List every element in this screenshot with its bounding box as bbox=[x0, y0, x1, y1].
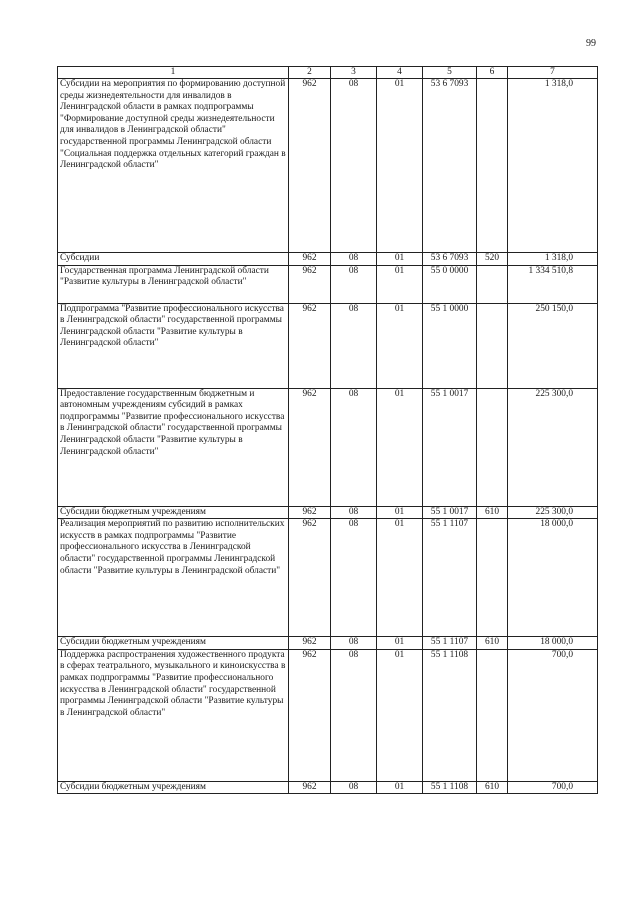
table-row bbox=[58, 303, 598, 388]
row-name: Реализация мероприятий по развитию исполнительских искусств в рамках подпрограммы "Развитие профессионального искусства в Ленинградской области" государственной программы Ленинградской области "Развитие культуры в Ленинградской области" bbox=[58, 519, 289, 637]
row-rz: 08 bbox=[331, 253, 377, 266]
column-header: 5 bbox=[423, 67, 477, 79]
row-csr: 55 1 0017 bbox=[423, 506, 477, 519]
row-name: Субсидии бюджетным учреждениям bbox=[58, 781, 289, 794]
column-header: 2 bbox=[289, 67, 331, 79]
row-sum: 18 000,0 bbox=[508, 637, 598, 650]
table-row bbox=[58, 506, 598, 519]
row-rz: 08 bbox=[331, 781, 377, 794]
column-header: 1 bbox=[58, 67, 289, 79]
row-grbs: 962 bbox=[289, 303, 331, 388]
row-grbs: 962 bbox=[289, 388, 331, 506]
row-vr: 610 bbox=[477, 781, 508, 794]
table-row bbox=[58, 253, 598, 266]
row-grbs: 962 bbox=[289, 637, 331, 650]
row-pr: 01 bbox=[377, 506, 423, 519]
row-pr: 01 bbox=[377, 519, 423, 637]
table-row bbox=[58, 781, 598, 794]
row-pr: 01 bbox=[377, 637, 423, 650]
column-header: 3 bbox=[331, 67, 377, 79]
row-rz: 08 bbox=[331, 303, 377, 388]
row-pr: 01 bbox=[377, 303, 423, 388]
table-row bbox=[58, 637, 598, 650]
row-vr bbox=[477, 303, 508, 388]
row-rz: 08 bbox=[331, 506, 377, 519]
row-grbs: 962 bbox=[289, 79, 331, 253]
table-row bbox=[58, 649, 598, 781]
row-grbs: 962 bbox=[289, 506, 331, 519]
row-sum: 700,0 bbox=[508, 781, 598, 794]
row-vr: 610 bbox=[477, 637, 508, 650]
row-vr bbox=[477, 388, 508, 506]
row-pr: 01 bbox=[377, 388, 423, 506]
row-rz: 08 bbox=[331, 388, 377, 506]
row-grbs: 962 bbox=[289, 649, 331, 781]
header-row bbox=[58, 67, 598, 79]
row-rz: 08 bbox=[331, 637, 377, 650]
row-pr: 01 bbox=[377, 253, 423, 266]
column-header: 4 bbox=[377, 67, 423, 79]
row-sum: 225 300,0 bbox=[508, 388, 598, 506]
row-csr: 53 6 7093 bbox=[423, 79, 477, 253]
column-header: 6 bbox=[477, 67, 508, 79]
row-csr: 55 0 0000 bbox=[423, 265, 477, 303]
row-grbs: 962 bbox=[289, 781, 331, 794]
row-name: Субсидии на мероприятия по формированию доступной среды жизнедеятельности для инвалидов в Ленинградской области в рамках подпрограммы "Формирование доступной среды жизнедеятельности для инвалидов в Ленинградской области" государственной программы Ленинградской области "Социальная поддержка отдельных категорий граждан в Ленинградской области" bbox=[58, 79, 289, 253]
budget-table bbox=[57, 66, 598, 794]
row-pr: 01 bbox=[377, 649, 423, 781]
row-csr: 55 1 1107 bbox=[423, 637, 477, 650]
row-grbs: 962 bbox=[289, 265, 331, 303]
row-csr: 53 6 7093 bbox=[423, 253, 477, 266]
row-rz: 08 bbox=[331, 265, 377, 303]
row-vr bbox=[477, 519, 508, 637]
row-name: Государственная программа Ленинградской области "Развитие культуры в Ленинградской области" bbox=[58, 265, 289, 303]
row-rz: 08 bbox=[331, 79, 377, 253]
row-sum: 1 318,0 bbox=[508, 253, 598, 266]
row-rz: 08 bbox=[331, 519, 377, 637]
row-name: Предоставление государственным бюджетным и автономным учреждениям субсидий в рамках подпрограммы "Развитие профессионального искусства в Ленинградской области" государственной программы Ленинградской области "Развитие культуры в Ленинградской области" bbox=[58, 388, 289, 506]
row-rz: 08 bbox=[331, 649, 377, 781]
page-number: 99 bbox=[586, 38, 596, 49]
row-vr: 520 bbox=[477, 253, 508, 266]
row-name: Субсидии bbox=[58, 253, 289, 266]
row-sum: 1 334 510,8 bbox=[508, 265, 598, 303]
row-sum: 250 150,0 bbox=[508, 303, 598, 388]
row-vr bbox=[477, 79, 508, 253]
row-csr: 55 1 0017 bbox=[423, 388, 477, 506]
row-name: Подпрограмма "Развитие профессионального искусства в Ленинградской области" государственной программы Ленинградской области "Развитие культуры в Ленинградской области" bbox=[58, 303, 289, 388]
row-pr: 01 bbox=[377, 79, 423, 253]
row-csr: 55 1 1108 bbox=[423, 649, 477, 781]
row-grbs: 962 bbox=[289, 519, 331, 637]
row-sum: 18 000,0 bbox=[508, 519, 598, 637]
row-name: Субсидии бюджетным учреждениям bbox=[58, 506, 289, 519]
row-csr: 55 1 1107 bbox=[423, 519, 477, 637]
table-row bbox=[58, 388, 598, 506]
row-pr: 01 bbox=[377, 265, 423, 303]
table-row bbox=[58, 265, 598, 303]
row-sum: 225 300,0 bbox=[508, 506, 598, 519]
row-vr: 610 bbox=[477, 506, 508, 519]
row-sum: 1 318,0 bbox=[508, 79, 598, 253]
row-vr bbox=[477, 265, 508, 303]
row-csr: 55 1 0000 bbox=[423, 303, 477, 388]
row-pr: 01 bbox=[377, 781, 423, 794]
row-vr bbox=[477, 649, 508, 781]
row-sum: 700,0 bbox=[508, 649, 598, 781]
row-grbs: 962 bbox=[289, 253, 331, 266]
column-header: 7 bbox=[508, 67, 598, 79]
row-csr: 55 1 1108 bbox=[423, 781, 477, 794]
table-row bbox=[58, 519, 598, 637]
row-name: Субсидии бюджетным учреждениям bbox=[58, 637, 289, 650]
table-row bbox=[58, 79, 598, 253]
row-name: Поддержка распространения художественного продукта в сферах театрального, музыкального и киноискусства в рамках подпрограммы "Развитие профессионального искусства в Ленинградской области" государственной программы Ленинградской области "Развитие культуры в Ленинградской области" bbox=[58, 649, 289, 781]
